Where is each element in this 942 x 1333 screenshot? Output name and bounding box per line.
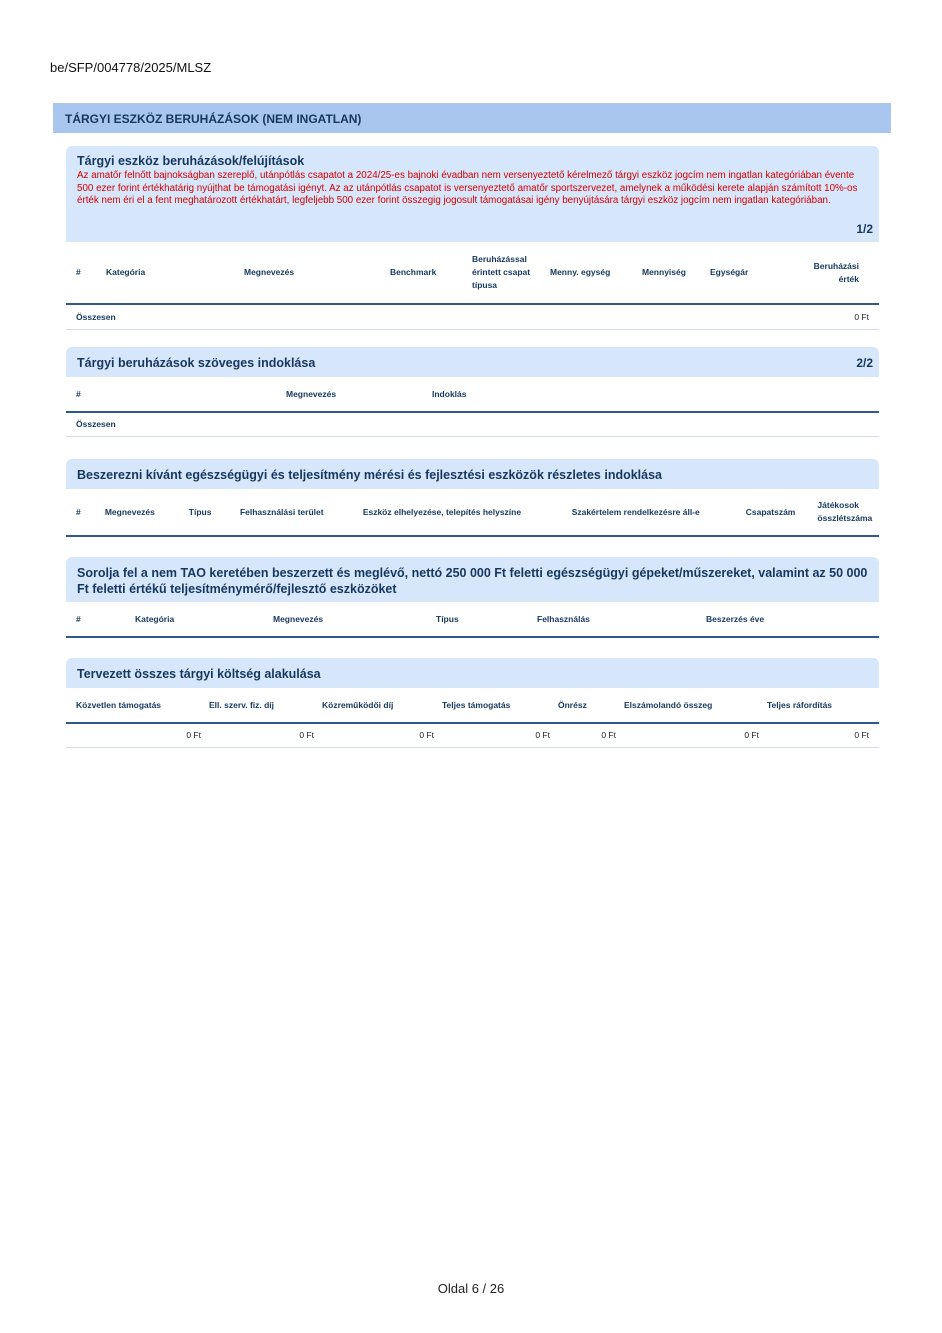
col-type: Típus	[188, 506, 212, 517]
investments-table	[66, 242, 879, 330]
col-purchase-year: Beszerzés éve	[706, 613, 765, 624]
col-quantity: Mennyiség	[642, 267, 686, 277]
cost-summary-block	[66, 658, 879, 748]
health-equipment-table	[66, 489, 879, 537]
cost-summary-header	[66, 658, 879, 688]
investments-title: Tárgyi eszköz beruházások/felújítások	[77, 154, 305, 168]
health-equipment-block	[66, 459, 879, 537]
col-name: Megnevezés	[244, 267, 295, 277]
cost-summary-table	[66, 688, 879, 748]
investments-pager: 1/2	[856, 222, 873, 236]
col-audit-fee: Ell. szerv. fiz. díj	[209, 699, 275, 710]
value-direct-support: 0 Ft	[186, 730, 201, 741]
value-own-contribution: 0 Ft	[601, 730, 616, 741]
table-header-row	[66, 688, 879, 723]
col-direct-support: Közvetlen támogatás	[76, 699, 162, 710]
value-contributor-fee: 0 Ft	[419, 730, 434, 741]
table-header-row	[66, 489, 879, 536]
col-benchmark: Benchmark	[390, 267, 437, 277]
col-number: #	[76, 388, 81, 399]
col-name: Megnevezés	[273, 613, 324, 624]
investments-block	[66, 146, 879, 330]
col-type: Típus	[436, 613, 459, 624]
table-header-row	[66, 242, 879, 304]
justification-header	[66, 347, 879, 377]
total-row	[66, 304, 879, 329]
col-team-type: Beruházással érintett csapat típusa	[472, 254, 531, 290]
col-total-expenditure: Teljes ráfordítás	[767, 699, 833, 710]
value-audit-fee: 0 Ft	[299, 730, 314, 741]
col-player-count: Játékosok összlétszáma	[817, 500, 873, 523]
col-category: Kategória	[135, 613, 175, 624]
total-label: Összesen	[76, 311, 116, 322]
section-title: TÁRGYI ESZKÖZ BERUHÁZÁSOK (NEM INGATLAN)	[53, 103, 891, 133]
col-number: #	[76, 267, 81, 277]
existing-equipment-block	[66, 557, 879, 638]
col-expertise: Szakértelem rendelkezésre áll-e	[571, 506, 700, 517]
col-investment-value: Beruházási érték	[813, 260, 859, 284]
col-accountable-amount: Elszámolandó összeg	[624, 699, 713, 710]
health-equipment-title: Beszerezni kívánt egészségügyi és teljesítmény mérési és fejlesztési eszközök részletes indoklása	[77, 468, 663, 482]
page-number: Oldal 6 / 26	[437, 1281, 505, 1296]
investments-header	[66, 146, 879, 242]
investments-note: Az amatőr felnőtt bajnokságban szereplő, utánpótlás csapatot a 2024/25-es bajnoki évadban nem versenyeztető kérelmező tárgyi eszköz jogcím nem ingatlan kategóriában évente 500 ezer forint értékhatárig nyújthat be támogatási igényt. Az az utánpótlás csapatot is versenyeztető amatőr sportszervezet, amelynek a működési kerete alapján számított 10%-os érték nem éri el a fent meghatározott értékhatárt, legfeljebb 500 ezer forint összegig jogosult támogatásai igény benyújtására tárgyi eszköz jogcím nem ingatlan kategóriában.	[77, 170, 858, 207]
col-unit-price: Egységár	[710, 267, 749, 277]
col-team-count: Csapatszám	[745, 506, 796, 517]
total-label: Összesen	[76, 419, 116, 430]
existing-equipment-table	[66, 602, 879, 638]
table-header-row	[66, 602, 879, 637]
justification-block	[66, 347, 879, 437]
col-category: Kategória	[106, 267, 146, 277]
col-unit: Menny. egység	[550, 267, 611, 277]
col-usage: Felhasználás	[537, 613, 590, 624]
justification-title: Tárgyi beruházások szöveges indoklása	[77, 356, 316, 370]
table-header-row	[66, 377, 879, 412]
value-total-expenditure: 0 Ft	[854, 730, 869, 741]
existing-equipment-title: Sorolja fel a nem TAO keretében beszerzett és meglévő, nettó 250 000 Ft feletti egészségügyi gépeket/műszereket, valamint az 50 000 Ft feletti értékű teljesítménymérő/fejlesztő eszközöket	[77, 566, 868, 596]
justification-table	[66, 377, 879, 437]
justification-pager: 2/2	[856, 356, 873, 370]
col-contributor-fee: Közreműködői díj	[322, 699, 394, 710]
col-total-support: Teljes támogatás	[442, 699, 511, 710]
value-total-support: 0 Ft	[535, 730, 550, 741]
cost-values-row	[66, 723, 879, 747]
col-own-contribution: Önrész	[558, 699, 587, 710]
col-usage-area: Felhasználási terület	[239, 506, 324, 517]
existing-equipment-header	[66, 557, 879, 602]
col-number: #	[76, 613, 81, 624]
value-accountable-amount: 0 Ft	[744, 730, 759, 741]
document-reference: be/SFP/004778/2025/MLSZ	[50, 60, 212, 75]
health-equipment-header	[66, 459, 879, 489]
col-name: Megnevezés	[286, 388, 337, 399]
total-value: 0 Ft	[854, 311, 869, 322]
cost-summary-title: Tervezett összes tárgyi költség alakulása	[77, 667, 321, 681]
total-row	[66, 412, 879, 436]
col-justification: Indoklás	[432, 388, 467, 399]
col-name: Megnevezés	[104, 506, 155, 517]
col-number: #	[76, 506, 81, 517]
col-placement: Eszköz elhelyezése, telepítés helyszíne	[362, 506, 522, 517]
